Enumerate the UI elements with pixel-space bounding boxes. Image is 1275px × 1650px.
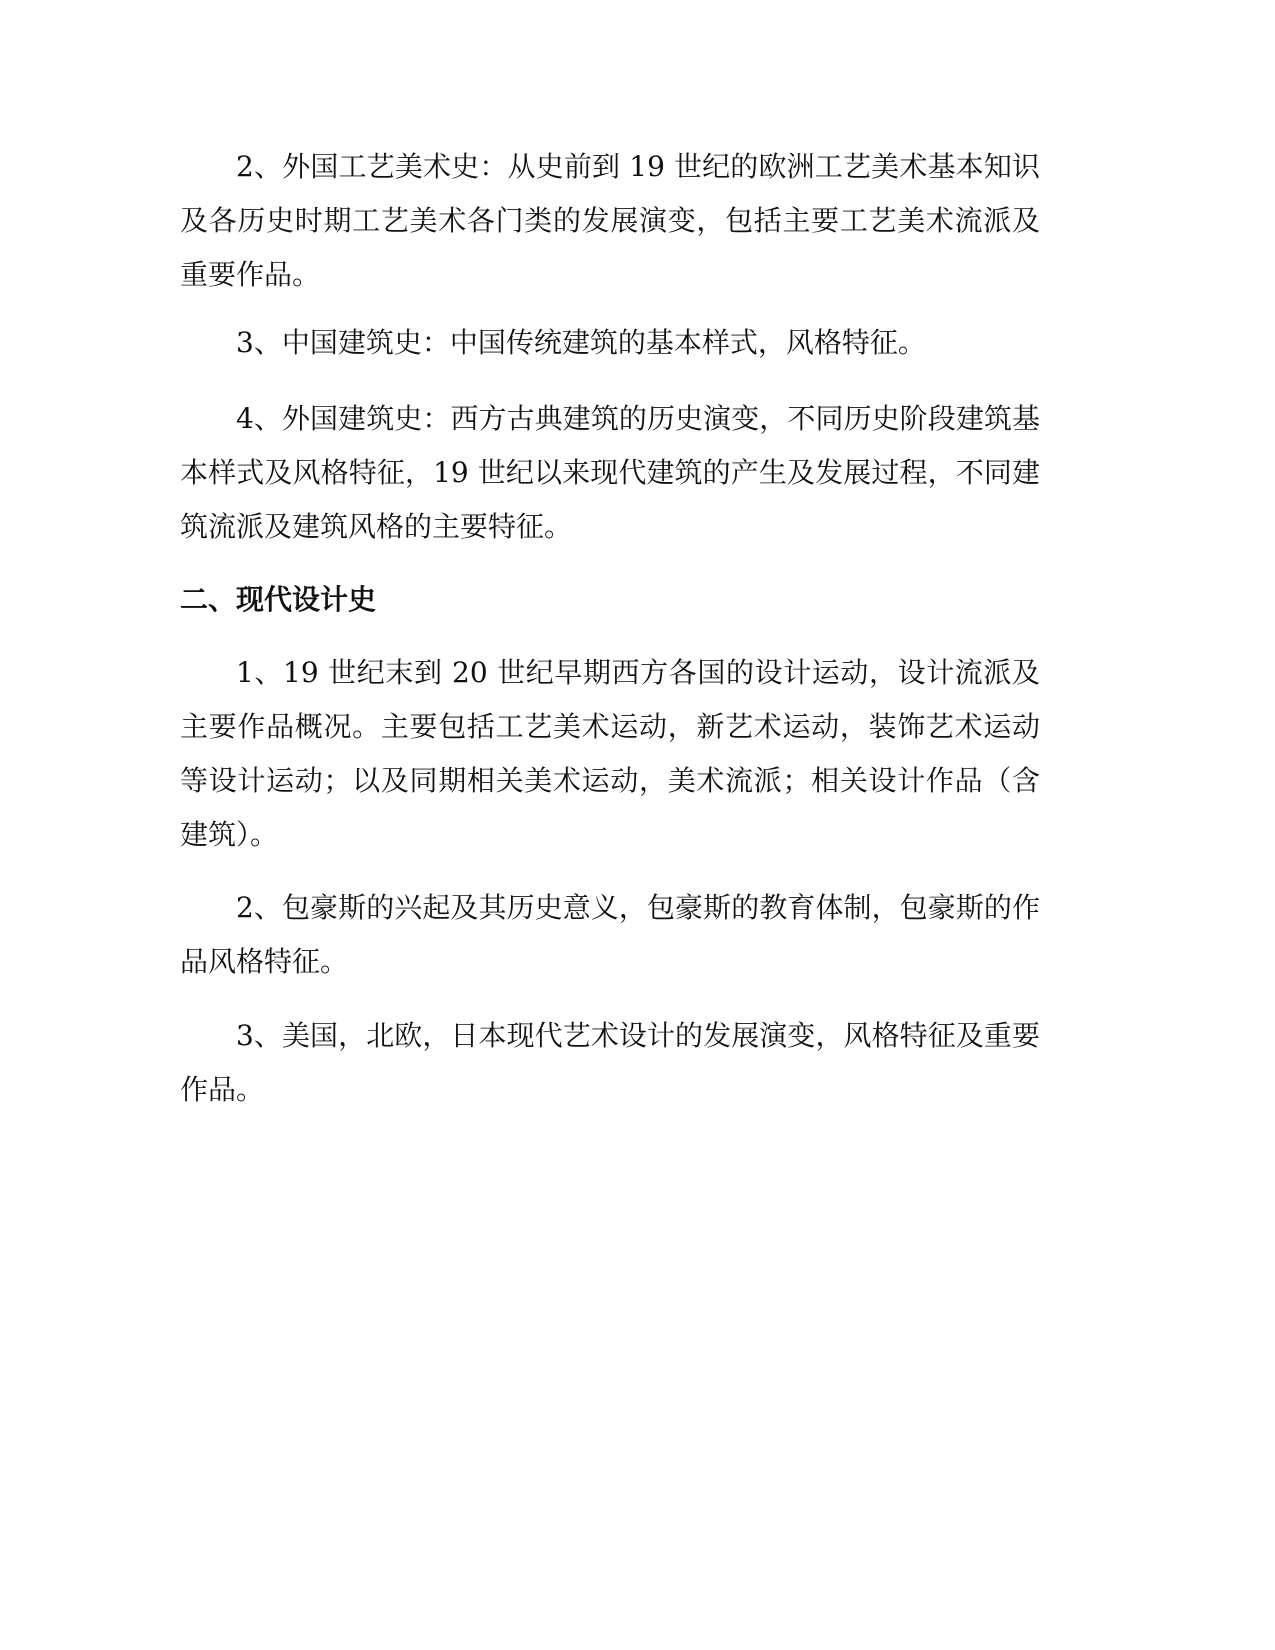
paragraph-design-movements: 1、19 世纪末到 20 世纪早期西方各国的设计运动，设计流派及主要作品概况。主要包括工艺美术运动，新艺术运动，装饰艺术运动等设计运动；以及同期相关美术运动，美术流派；相关设计作品（含建筑）。 — [180, 656, 1040, 851]
section-heading-modern-design-history: 二、现代设计史 — [180, 583, 377, 616]
paragraph-foreign-architecture-history: 4、外国建筑史：西方古典建筑的历史演变，不同历史阶段建筑基本样式及风格特征，19 世纪以来现代建筑的产生及发展过程，不同建筑流派及建筑风格的主要特征。 — [180, 402, 1040, 543]
paragraph-modern-design-regions: 3、美国，北欧，日本现代艺术设计的发展演变，风格特征及重要作品。 — [180, 1019, 1040, 1106]
paragraph-foreign-crafts-history: 2、外国工艺美术史：从史前到 19 世纪的欧洲工艺美术基本知识及各历史时期工艺美术各门类的发展演变，包括主要工艺美术流派及重要作品。 — [180, 150, 1040, 291]
paragraph-chinese-architecture-history: 3、中国建筑史：中国传统建筑的基本样式，风格特征。 — [236, 326, 926, 359]
paragraph-bauhaus: 2、包豪斯的兴起及其历史意义，包豪斯的教育体制，包豪斯的作品风格特征。 — [180, 891, 1040, 978]
